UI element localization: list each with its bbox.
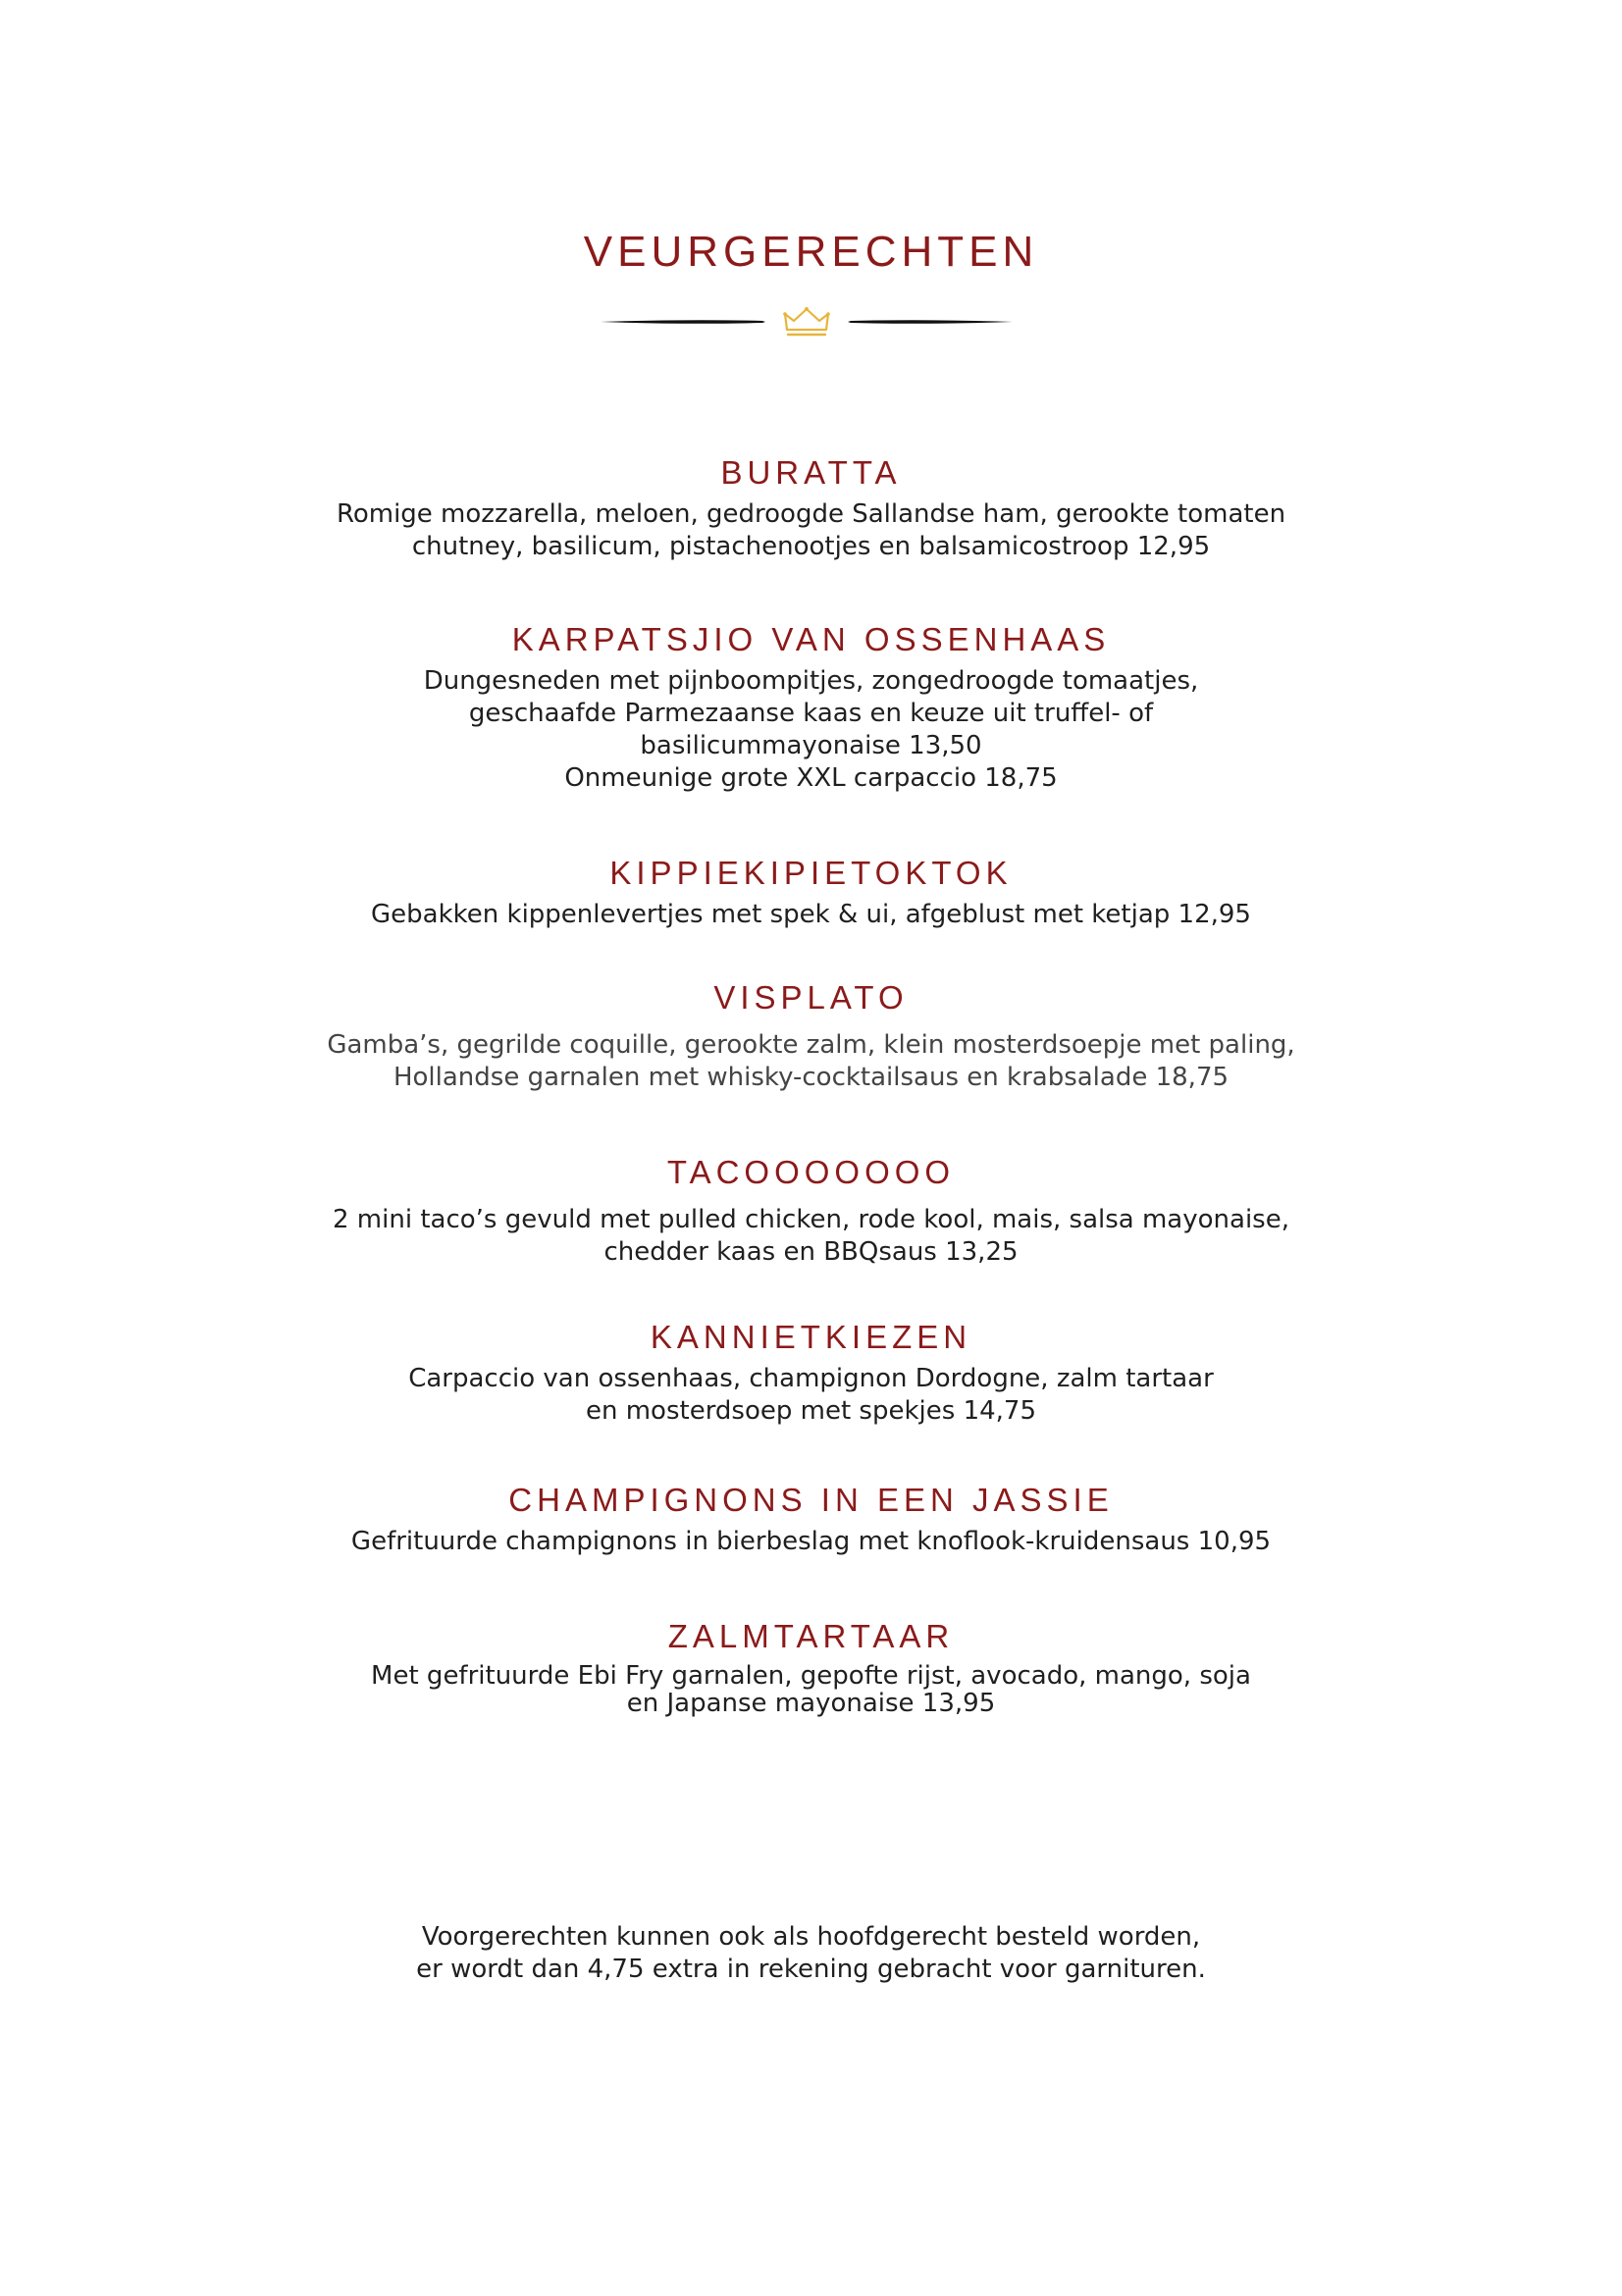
dish-description-line: Romige mozzarella, meloen, gedroogde Sallandse ham, gerookte tomaten	[336, 499, 1286, 529]
page-title: VEURGERECHTEN	[583, 228, 1039, 276]
title-divider	[601, 302, 1013, 341]
dish-description-line: Gefrituurde champignons in bierbeslag met knoflook-kruidensaus 10,95	[350, 1527, 1272, 1556]
dish-name: KIPPIEKIPIETOKTOK	[609, 855, 1013, 891]
dish-name: TACOOOOOOO	[666, 1154, 956, 1190]
dish-description-line: basilicummayonaise 13,50	[640, 731, 982, 760]
menu-item-tacooooooo	[0, 1153, 1622, 1269]
dish-name: KARPATSJIO VAN OSSENHAAS	[511, 621, 1111, 657]
menu-item-visplato	[0, 978, 1622, 1094]
dish-description-line: chutney, basilicum, pistachenootjes en balsamicostroop 12,95	[411, 532, 1211, 561]
menu-item-kannietkiezen	[0, 1318, 1622, 1428]
divider-right-line	[848, 320, 1013, 324]
dish-description-line: Onmeunige grote XXL carpaccio 18,75	[564, 763, 1058, 793]
menu-item-champignons	[0, 1481, 1622, 1558]
dish-name: VISPLATO	[713, 979, 909, 1016]
dish-description-line: Gamba’s, gegrilde coquille, gerookte zalm, klein mosterdsoepje met paling,	[327, 1030, 1295, 1060]
crown-icon	[783, 307, 830, 335]
footer-line: er wordt dan 4,75 extra in rekening gebracht voor garnituren.	[416, 1955, 1206, 1984]
dish-description-line: chedder kaas en BBQsaus 13,25	[603, 1237, 1019, 1267]
menu-item-zalmtartaar	[0, 1617, 1622, 1717]
menu-item-buratta	[0, 453, 1622, 563]
menu-item-kippiekipietoktok	[0, 854, 1622, 931]
divider-left-line	[601, 320, 765, 324]
dish-name: CHAMPIGNONS IN EEN JASSIE	[508, 1482, 1114, 1518]
menu-item-karpatsjio	[0, 620, 1622, 795]
dish-description-line: geschaafde Parmezaanse kaas en keuze uit truffel- of	[468, 699, 1154, 728]
dish-name: BURATTA	[720, 454, 902, 491]
dish-description-line: Dungesneden met pijnboompitjes, zongedroogde tomaatjes,	[423, 666, 1199, 696]
dish-description-line: en mosterdsoep met spekjes 14,75	[585, 1396, 1036, 1426]
dish-name: KANNIETKIEZEN	[650, 1319, 972, 1355]
dish-description-line: en Japanse mayonaise 13,95	[626, 1689, 996, 1718]
dish-description-line: Hollandse garnalen met whisky-cocktailsaus en krabsalade 18,75	[392, 1063, 1230, 1092]
dish-description-line: Carpaccio van ossenhaas, champignon Dordogne, zalm tartaar	[408, 1364, 1214, 1393]
dish-description-line: Met gefrituurde Ebi Fry garnalen, gepofte rijst, avocado, mango, soja	[371, 1661, 1251, 1691]
dish-description-line: Gebakken kippenlevertjes met spek & ui, afgeblust met ketjap 12,95	[371, 900, 1251, 929]
dish-description-line: 2 mini taco’s gevuld met pulled chicken, rode kool, mais, salsa mayonaise,	[333, 1205, 1289, 1234]
footer-note	[0, 1921, 1622, 1986]
dish-name: ZALMTARTAAR	[667, 1618, 955, 1654]
footer-line: Voorgerechten kunnen ook als hoofdgerecht besteld worden,	[421, 1922, 1201, 1952]
